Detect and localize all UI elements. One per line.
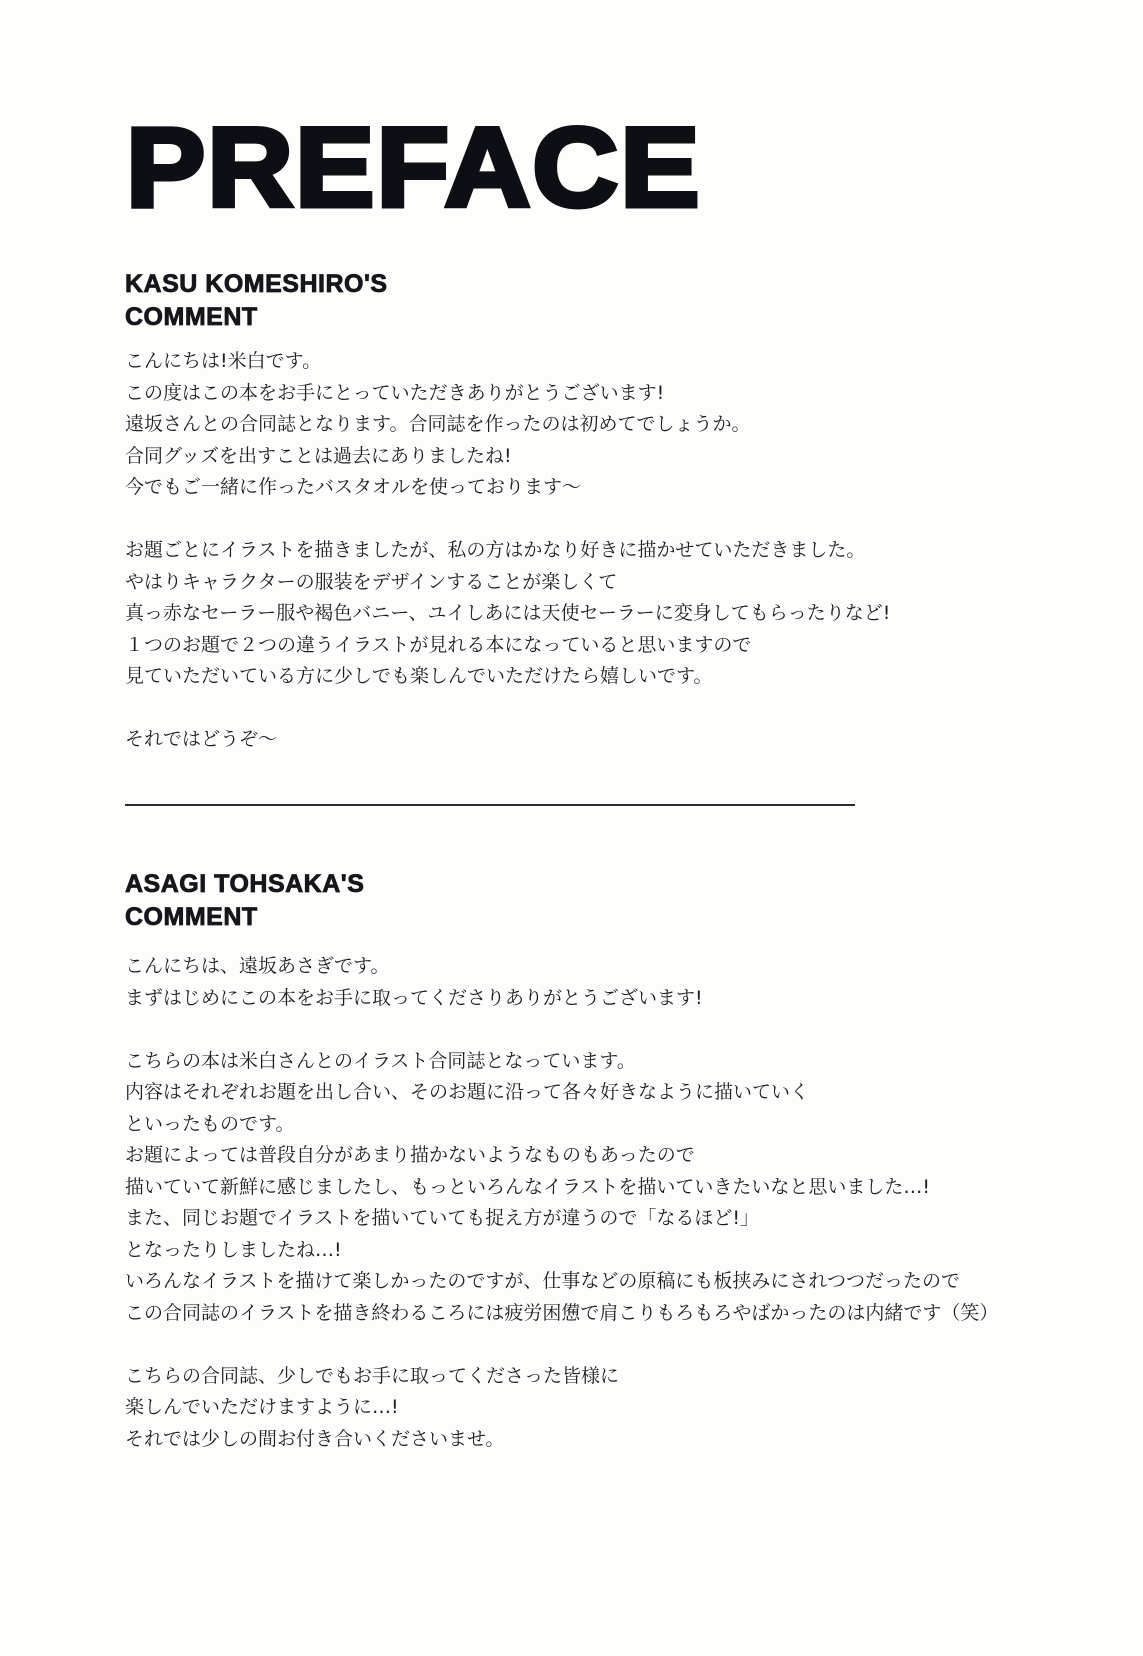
heading-line: ASAGI TOHSAKA'S [125,870,365,898]
text-line: こちらの本は米白さんとのイラスト合同誌となっています。 [125,1049,636,1072]
text-line: こちらの合同誌、少しでもお手に取ってくださった皆様に [125,1364,620,1387]
text-line: 今でもご一緒に作ったバスタオルを使っております～ [125,476,582,498]
text-line: それではどうぞ～ [125,728,278,750]
paragraph-gap [125,1329,998,1361]
text-line: また、同じお題でイラストを描いていても捉え方が違うので「なるほど!」 [125,1207,760,1229]
text-line: こんにちは、遠坂あさぎです。 [125,955,390,977]
text-line: まずはじめにこの本をお手に取ってくださりありがとうございます! [125,986,703,1009]
text-line: お題ごとにイラストを描きましたが、私の方はかなり好きに描かせていただきました。 [125,539,866,561]
comment-body-komeshiro [125,346,890,756]
text-line: となったりしましたね…! [125,1238,342,1261]
text-line: こんにちは!米白です。 [125,350,322,372]
section-heading-tohsaka [125,868,364,934]
text-line: 合同グッズを出すことは過去にありましたね! [125,444,512,467]
heading-line: COMMENT [125,903,258,931]
text-line: お題によっては普段自分があまり描かないようなものもあったので [125,1144,695,1166]
comment-body-tohsaka [125,951,998,1455]
text-line: 真っ赤なセーラー服や褐色バニー、ユイしあには天使セーラーに変身してもらったりなど! [125,602,891,624]
paragraph-gap [125,504,890,536]
heading-line: COMMENT [125,303,258,331]
text-line: いろんなイラストを描けて楽しかったのですが、仕事などの原稿にも板挟みにされつつだったので [125,1270,961,1292]
text-line: それでは少しの間お付き合いくださいませ。 [125,1427,505,1450]
paragraph-gap [125,1014,998,1046]
text-line: １つのお題で２つの違うイラストが見れる本になっていると思いますので [125,633,752,656]
page-title: PREFACE [126,105,702,230]
heading-line: KASU KOMESHIRO'S [125,270,388,298]
section-divider [125,804,855,806]
paragraph-gap [125,693,890,725]
text-line: この度はこの本をお手にとっていただきありがとうございます! [125,381,665,404]
text-line: 楽しんでいただけますように…! [125,1396,399,1418]
text-line: 遠坂さんとの合同誌となります。合同誌を作ったのは初めてでしょうか。 [125,413,751,435]
text-line: 内容はそれぞれお題を出し合い、そのお題に沿って各々好きなように描いていく [125,1081,810,1103]
section-heading-komeshiro [125,268,388,334]
text-line: 描いていて新鮮に感じましたし、もっといろんなイラストを描いていきたいなと思いました…! [125,1175,931,1198]
text-line: といったものです。 [125,1112,295,1135]
text-line: この合同誌のイラストを描き終わるころには疲労困憊で肩こりもろもろやばかったのは内緒です（笑） [125,1301,999,1324]
text-line: 見ていただいている方に少しでも楽しんでいただけたら嬉しいです。 [125,665,713,687]
text-line: やはりキャラクターの服装をデザインすることが楽しくて [125,570,618,593]
